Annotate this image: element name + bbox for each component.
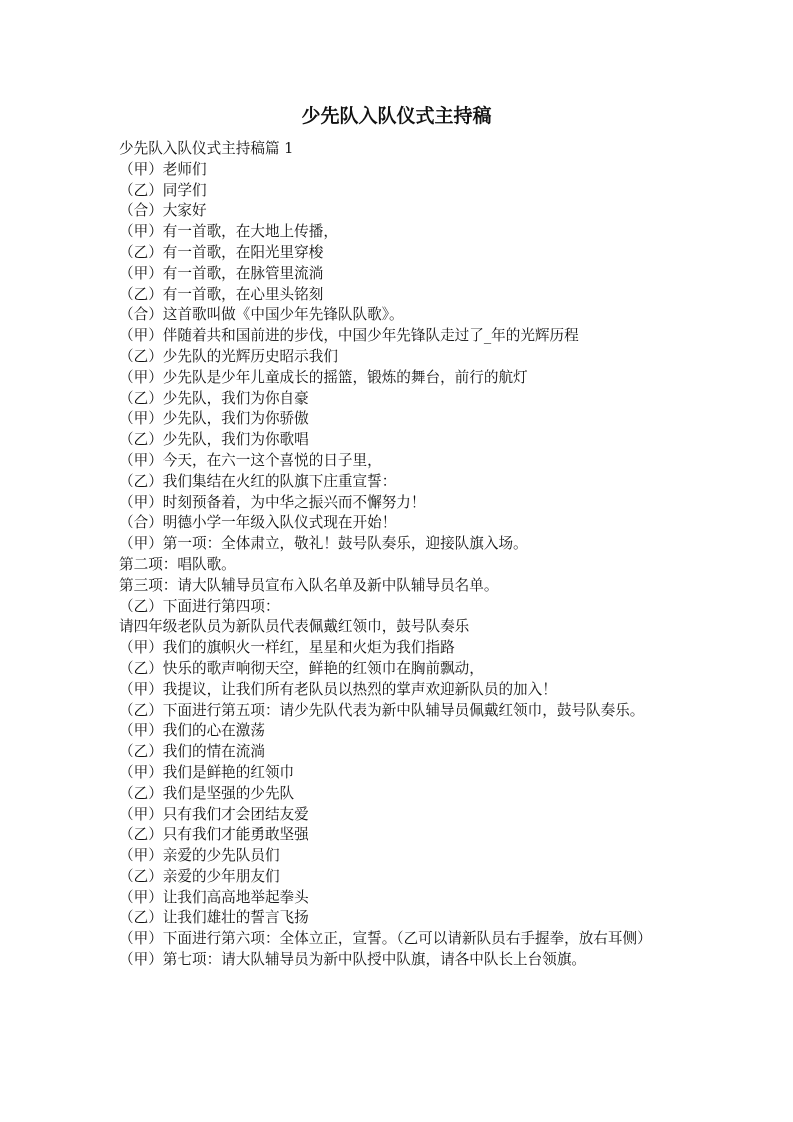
script-line: （乙）下面进行第五项：请少先队代表为新中队辅导员佩戴红领巾，鼓号队奏乐。	[119, 701, 645, 719]
script-line: （甲）时刻预备着，为中华之振兴而不懈努力！	[119, 493, 426, 511]
script-line: （乙）少先队的光辉历史昭示我们	[119, 347, 338, 365]
script-line: （乙）亲爱的少年朋友们	[119, 867, 280, 885]
script-line: 第二项：唱队歌。	[119, 555, 236, 573]
script-line: （甲）有一首歌，在脉管里流淌	[119, 264, 324, 282]
document-title: 少先队入队仪式主持稿	[301, 105, 492, 127]
script-line: （合）大家好	[119, 202, 207, 220]
script-line: （甲）让我们高高地举起拳头	[119, 888, 309, 906]
script-line: （甲）我提议，让我们所有老队员以热烈的掌声欢迎新队员的加入！	[119, 680, 557, 698]
script-line: （甲）第一项：全体肃立，敬礼！鼓号队奏乐，迎接队旗入场。	[119, 535, 528, 553]
script-line: （乙）少先队，我们为你自豪	[119, 389, 309, 407]
script-line: （乙）有一首歌，在心里头铭刻	[119, 285, 324, 303]
script-line: （乙）少先队，我们为你歌唱	[119, 431, 309, 449]
script-line: （甲）有一首歌，在大地上传播，	[119, 223, 338, 241]
script-line: （甲）我们的心在激荡	[119, 722, 265, 740]
script-line: （乙）只有我们才能勇敢坚强	[119, 826, 309, 844]
script-line: （甲）亲爱的少先队员们	[119, 847, 280, 865]
script-line: （甲）伴随着共和国前进的步伐，中国少年先锋队走过了_年的光辉历程	[119, 327, 579, 345]
script-line: （乙）同学们	[119, 181, 207, 199]
script-line: （乙）我们是坚强的少先队	[119, 784, 295, 802]
script-line: （乙）我们的情在流淌	[119, 743, 265, 761]
script-line: （合）明德小学一年级入队仪式现在开始！	[119, 514, 397, 532]
script-line: （乙）快乐的歌声响彻天空，鲜艳的红领巾在胸前飘动，	[119, 659, 484, 677]
script-line: （乙）有一首歌，在阳光里穿梭	[119, 243, 324, 261]
script-line: （甲）下面进行第六项：全体立正，宣誓。（乙可以请新队员右手握拳，放右耳侧）	[119, 930, 652, 948]
script-line: 少先队入队仪式主持稿篇 1	[119, 140, 294, 157]
document-body	[119, 139, 652, 971]
script-line: 请四年级老队员为新队员代表佩戴红领巾，鼓号队奏乐	[119, 618, 470, 636]
script-line: （乙）下面进行第四项：	[119, 597, 280, 615]
script-line: （乙）让我们雄壮的誓言飞扬	[119, 909, 309, 927]
script-line: （合）这首歌叫做《中国少年先锋队队歌》。	[119, 306, 404, 324]
script-line: （甲）我们的旗帜火一样红，星星和火炬为我们指路	[119, 639, 455, 657]
script-line: （甲）老师们	[119, 160, 207, 178]
script-line: （甲）只有我们才会团结友爱	[119, 805, 309, 823]
script-line: （甲）少先队是少年儿童成长的摇篮，锻炼的舞台，前行的航灯	[119, 368, 528, 386]
script-line: （甲）我们是鲜艳的红领巾	[119, 763, 295, 781]
script-line: （甲）少先队，我们为你骄傲	[119, 410, 309, 428]
script-line: （甲）今天，在六一这个喜悦的日子里，	[119, 451, 382, 469]
script-line: （乙）我们集结在火红的队旗下庄重宣誓：	[119, 472, 397, 490]
script-line: （甲）第七项：请大队辅导员为新中队授中队旗，请各中队长上台领旗。	[119, 951, 587, 969]
script-line: 第三项：请大队辅导员宣布入队名单及新中队辅导员名单。	[119, 576, 499, 594]
